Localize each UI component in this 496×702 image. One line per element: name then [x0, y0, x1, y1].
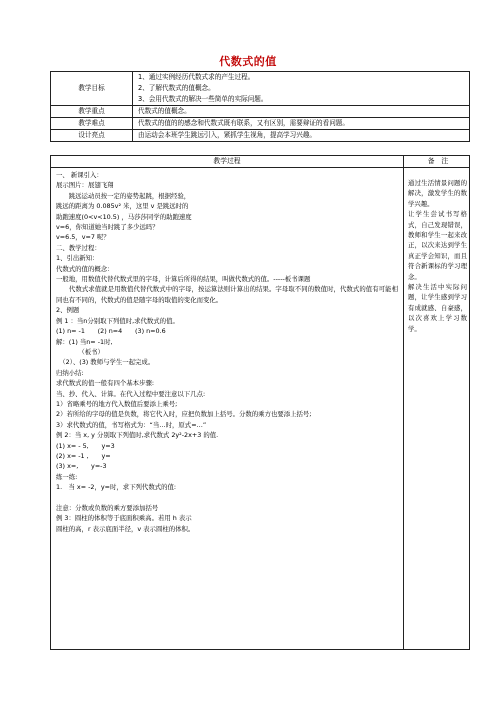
process-line: 例 2：当 x, y 分别取下列值时,求代数式 2y²-2x+3 的值.: [56, 431, 219, 440]
process-line: （2）、(3) 教师与学生一起完成。: [56, 358, 155, 367]
process-line: (3) x=, y=-3: [56, 462, 107, 471]
explanation-paragraph: 代数式求值就是用数值代替代数式中的字母，按运算法则计算出的结果。字母取不同的数值时，代数式的值有可能相同也有不同的，代数式的值是随字母的取值的变化而变化。: [56, 285, 398, 304]
process-line: (2) x= -1 , y=: [56, 451, 111, 460]
difficulty-label: 教学难点: [51, 118, 133, 130]
highlight-content: 由运动会本班学生跳远引入，紧抓学生视角，提高学习兴趣。: [133, 130, 470, 142]
key-point-label: 教学重点: [51, 106, 133, 118]
process-line: （板书）: [56, 347, 104, 356]
process-header: 教学过程: [213, 157, 241, 165]
process-line: 助跑速度(0<v<10.5) ，马莎莎同学的助跑速度: [56, 212, 192, 221]
process-line: 一、 新课引入：: [56, 171, 103, 179]
blank-space: [56, 493, 398, 503]
note-3: 解决生活中实际问题，让学生感到学习有成就感、自豪感，以次喜欢上学习数学。: [408, 283, 467, 333]
process-line: v=6.5，v=7 呢？: [56, 233, 110, 242]
process-line: 展示图片：展翅飞翔: [56, 181, 114, 190]
highlight-label: 设计亮点: [51, 130, 133, 142]
process-line: 1）省略乘号的地方代入数值后要添上乘号;: [56, 399, 178, 408]
process-line: 圆柱的高，r 表示底面半径，v 表示圆柱的体积。: [56, 524, 195, 533]
info-table: [50, 71, 470, 142]
note-1: 通过生活情景问题的解决，激发学生的数学兴趣。: [408, 179, 467, 208]
process-line: 跳远的距离为 0.085v² 米，这里 v 是跳远时的: [56, 202, 189, 211]
objective-1: 1、通过实例经历代数式求的产生过程。: [138, 73, 255, 81]
process-line: 代数式的值的概念：: [56, 264, 114, 273]
objectives-content: [133, 72, 470, 106]
process-line: 二、教学过程：: [56, 243, 101, 252]
process-line: (1) n= -1 (2) n=4 (3) n=0.6: [56, 327, 166, 336]
definition-paragraph: 一般地，用数值代替代数式里的字母，计算后所得的结果，叫做代数式的值。-----板书课题: [56, 275, 311, 284]
process-line: 跳远运动员按一定的姿势起跳，根据经验，: [56, 191, 191, 200]
difficulty-content: 代数式的值的的感念和代数式既有联系，又有区别，需要辩证的看问题。: [133, 118, 470, 130]
process-line: 3）求代数式的值，书写格式为：“当…时，原式=…”: [56, 420, 207, 429]
page-title: 代数式的值: [219, 55, 277, 68]
process-line: 1. 当 x= -2，y=时，求下列代数式的值:: [56, 483, 177, 492]
process-line: 注意：分数或负数的乘方要添加括号: [56, 503, 159, 512]
process-header-row: [50, 155, 470, 167]
process-line: 求代数式的值一般有四个基本步骤:: [56, 379, 155, 388]
notes-column: [403, 168, 471, 649]
process-line: 例 3：圆柱的体积等于底面积乘高。若用 h 表示: [56, 514, 192, 523]
process-line: 2）若所给的字母的值是负数，将它代入时，应把负数加上括号。分数的乘方也要添上括号;: [56, 410, 312, 419]
process-line: 例 1 ：当n分别取下列值时,求代数式的值。: [56, 316, 179, 325]
process-line: v=6，你知道她当时跳了多少远吗？: [56, 223, 159, 232]
process-line: 练一练:: [56, 472, 78, 481]
objective-2: 2、了解代数式的值概念。: [138, 84, 215, 92]
note-2: 让学生尝试书写格式，自己发现错误，教师和学生一起来改正，以次来达到学生真正学会知识，而且符合新课标的学习理念。: [408, 210, 467, 281]
process-table: [50, 167, 470, 650]
key-point-content: 代数式的值概念。: [133, 106, 470, 118]
process-line: 当、抄、代入、计算。在代入过程中要注意以下几点:: [56, 389, 206, 398]
objective-3: 3、会用代数式的解决一些简单的实际问题。: [138, 95, 268, 103]
note-header: 备 注: [403, 156, 472, 168]
process-line: 1、引出新知：: [56, 254, 99, 263]
objectives-label: 教学目标: [51, 72, 133, 106]
process-line: 解：(1) 当n= -1时,: [56, 337, 113, 346]
process-line: 2、例题: [56, 306, 80, 315]
process-content: [51, 168, 403, 649]
process-line: 归纳小结:: [56, 368, 84, 377]
process-line: (1) x= - 5, y=3: [56, 441, 115, 450]
